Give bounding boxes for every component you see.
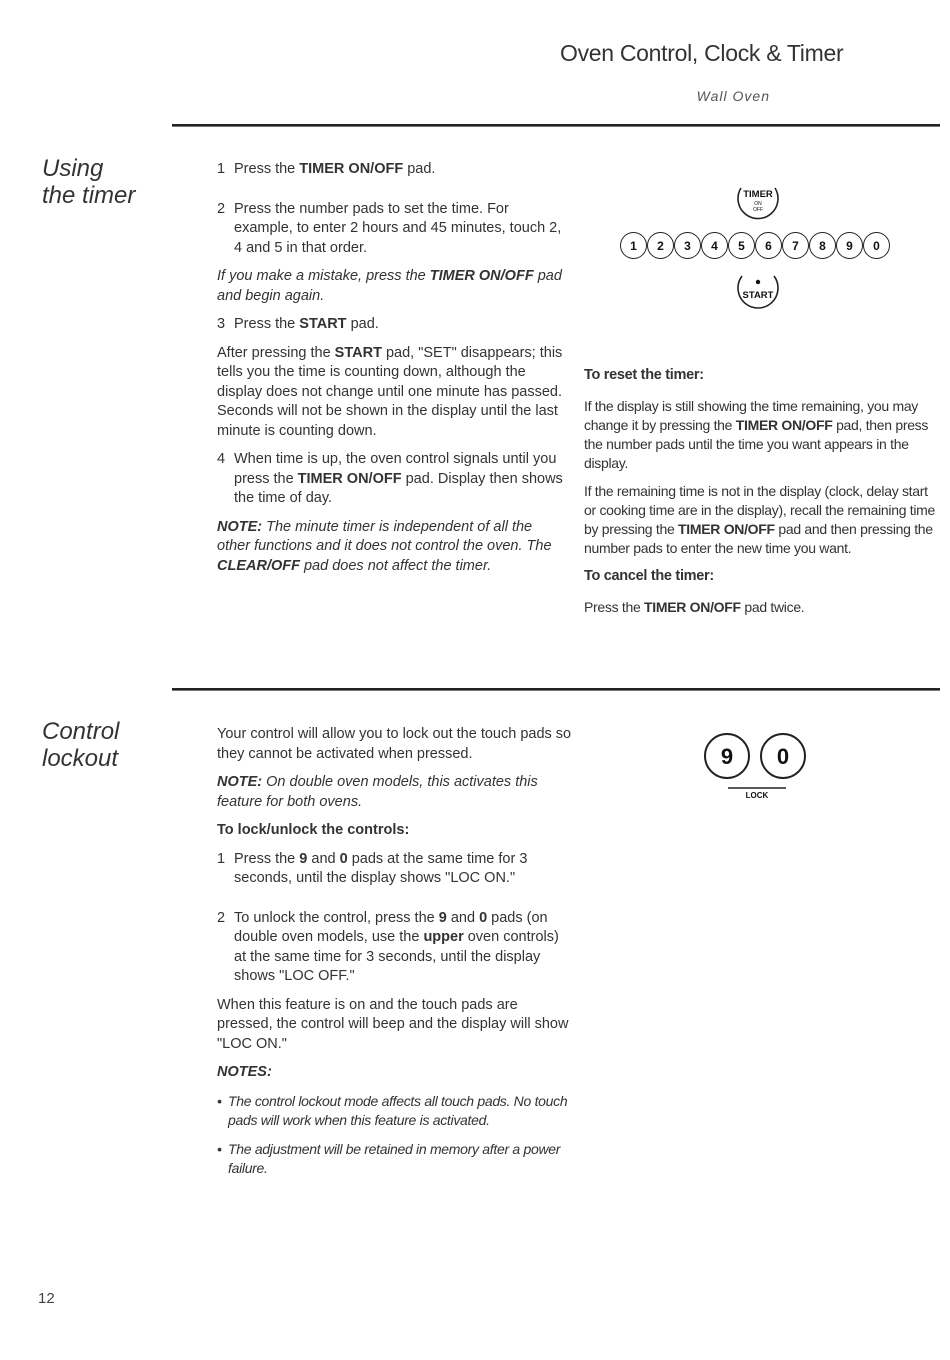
step-number: 2: [217, 909, 226, 926]
lock-unlock-heading: To lock/unlock the controls:: [217, 822, 410, 838]
step-text: pad.: [403, 161, 436, 177]
lockout-note: [217, 773, 572, 812]
lockout-step-1: [217, 850, 572, 889]
timer-note: [217, 518, 569, 577]
number-pad: 2: [647, 232, 674, 259]
section-title-lockout: [42, 718, 172, 772]
paragraph-text: If the remaining time is not in the display (clock, delay start or cooking time are in the display), recall the remaining time by pressing the: [584, 483, 936, 537]
timer-pad-off-label: OFF: [753, 207, 763, 213]
step-text: Press the number pads to set the time. For example, to enter 2 hours and 45 minutes, touch 2, 4 and 5 in that order.: [234, 200, 562, 256]
mistake-note: [217, 267, 569, 306]
step-text: When time is up, the oven control signals until you press the: [234, 451, 557, 487]
page-header-subtitle: Wall Oven: [696, 88, 770, 104]
start-pad-dot: [756, 280, 760, 284]
pad-name: TIMER ON/OFF: [429, 268, 534, 284]
number-pad: 3: [674, 232, 701, 259]
lock-label: LOCK: [745, 791, 769, 800]
step-text: pad.: [346, 316, 379, 332]
timer-step-4: [217, 450, 569, 509]
number-pad: 5: [728, 232, 755, 259]
pad-name: 9: [438, 909, 447, 926]
start-pad-label: START: [742, 290, 774, 301]
number-pads-row: [620, 232, 890, 262]
paragraph-text: pad, "SET" disappears; this tells you the time is counting down, although the display does not change until one minute has passed. Seconds will not be shown in the display until the last minute is counting down.: [217, 344, 563, 439]
cancel-paragraph: [584, 598, 940, 617]
timer-pad-icon: [735, 180, 781, 222]
note-text: pad and begin again.: [217, 268, 562, 304]
step-number: 3: [217, 316, 226, 332]
paragraph-text: pad, then press the number pads until the time you want appears in the display.: [584, 417, 929, 471]
paragraph-text: If the display is still showing the time remaining, you may change it by pressing the: [584, 398, 919, 433]
lockout-intro: Your control will allow you to lock out the touch pads so they cannot be activated when pressed.: [217, 726, 572, 762]
number-pad: 9: [836, 232, 863, 259]
pad-name: TIMER ON/OFF: [678, 521, 775, 537]
step-text: Press the: [234, 316, 300, 332]
number-pad: 7: [782, 232, 809, 259]
reset-timer-heading: To reset the timer:: [584, 367, 704, 383]
number-pad: 6: [755, 232, 782, 259]
lock-pads-icon: [700, 728, 812, 804]
bullet-text: The adjustment will be retained in memory after a power failure.: [228, 1140, 561, 1176]
reset-paragraph-2: [584, 482, 940, 558]
paragraph-text: pad twice.: [740, 599, 805, 615]
step-text: oven controls) at the same time for 3 seconds, until the display shows "LOC OFF.": [234, 929, 559, 984]
after-start-paragraph: [217, 344, 569, 442]
paragraph-text: pad and then pressing the number pads to enter the new time you want.: [584, 521, 933, 556]
pad-name: CLEAR/OFF: [217, 557, 300, 574]
step-text: pads at the same time for 3 seconds, until the display shows "LOC ON.": [234, 850, 528, 886]
step-number: 4: [217, 451, 226, 467]
emphasis-text: upper: [423, 929, 464, 945]
number-pad: 4: [701, 232, 728, 259]
note-text: pad does not affect the timer.: [299, 557, 492, 574]
section-title-timer: [42, 155, 172, 209]
section-title-line: lockout: [42, 745, 119, 772]
timer-pad-on-label: ON: [754, 201, 762, 207]
timer-instructions-column: [217, 160, 569, 585]
note-label: NOTE:: [217, 518, 263, 535]
pad-name: START: [299, 316, 347, 332]
pad-name: 9: [299, 850, 308, 867]
step-text: To unlock the control, press the: [234, 909, 439, 926]
timer-step-3: [217, 315, 569, 335]
number-pad: 0: [863, 232, 890, 259]
pad-name: TIMER ON/OFF: [735, 417, 833, 433]
page-number: 12: [38, 1290, 55, 1307]
number-pad: 8: [809, 232, 836, 259]
pad-9-label: 9: [720, 744, 734, 769]
notes-bullet: [217, 1092, 572, 1131]
bullet-text: The control lockout mode affects all touch pads. No touch pads will work when this feature is activated.: [228, 1092, 568, 1128]
notes-label: NOTES:: [217, 1064, 272, 1080]
timer-reset-column: [584, 366, 940, 626]
bullet-dot: •: [217, 1140, 222, 1157]
step-number: 1: [217, 850, 226, 867]
paragraph-text: Press the: [584, 599, 645, 615]
step-number: 2: [217, 200, 226, 217]
note-text: If you make a mistake, press the: [217, 268, 430, 284]
timer-step-2: [217, 200, 569, 259]
pad-name: 0: [479, 909, 488, 926]
step-text: Press the: [234, 161, 300, 177]
pad-0-label: 0: [776, 744, 790, 769]
step-text: pads (on double oven models, use the: [234, 909, 548, 945]
feature-on-paragraph: When this feature is on and the touch pads are pressed, the control will beep and the display will show "LOC ON.": [217, 996, 569, 1052]
notes-bullet: [217, 1140, 572, 1179]
reset-paragraph-1: [584, 397, 940, 473]
step-text: and: [446, 909, 480, 926]
pad-name: TIMER ON/OFF: [299, 161, 404, 177]
lockout-step-2: [217, 909, 572, 987]
lockout-instructions-column: [217, 725, 572, 1188]
pad-name: START: [334, 344, 382, 361]
section-divider-top: [172, 124, 940, 127]
start-pad-icon: [734, 270, 782, 318]
step-number: 1: [217, 161, 226, 177]
timer-step-1: [217, 160, 569, 180]
note-text: The minute timer is independent of all the other functions and it does not control the oven. The: [217, 518, 552, 554]
cancel-timer-heading: To cancel the timer:: [584, 568, 714, 584]
section-divider-middle: [172, 688, 940, 691]
step-text: pad. Display then shows the time of day.: [234, 470, 563, 506]
pad-name: 0: [339, 850, 348, 867]
page-header-title: Oven Control, Clock & Timer: [560, 40, 844, 66]
step-text: Press the: [234, 850, 300, 867]
pad-name: TIMER ON/OFF: [297, 470, 402, 487]
pad-name: TIMER ON/OFF: [644, 599, 741, 615]
bullet-dot: •: [217, 1092, 222, 1109]
timer-pad-label: TIMER: [743, 189, 773, 200]
section-title-line: Control: [42, 718, 120, 745]
note-label: NOTE:: [217, 774, 263, 790]
number-pad: 1: [620, 232, 647, 259]
section-title-line: the timer: [42, 182, 136, 209]
paragraph-text: After pressing the: [217, 344, 335, 361]
note-text: On double oven models, this activates this feature for both ovens.: [217, 774, 538, 810]
step-text: and: [307, 850, 340, 867]
section-title-line: Using: [42, 155, 104, 182]
